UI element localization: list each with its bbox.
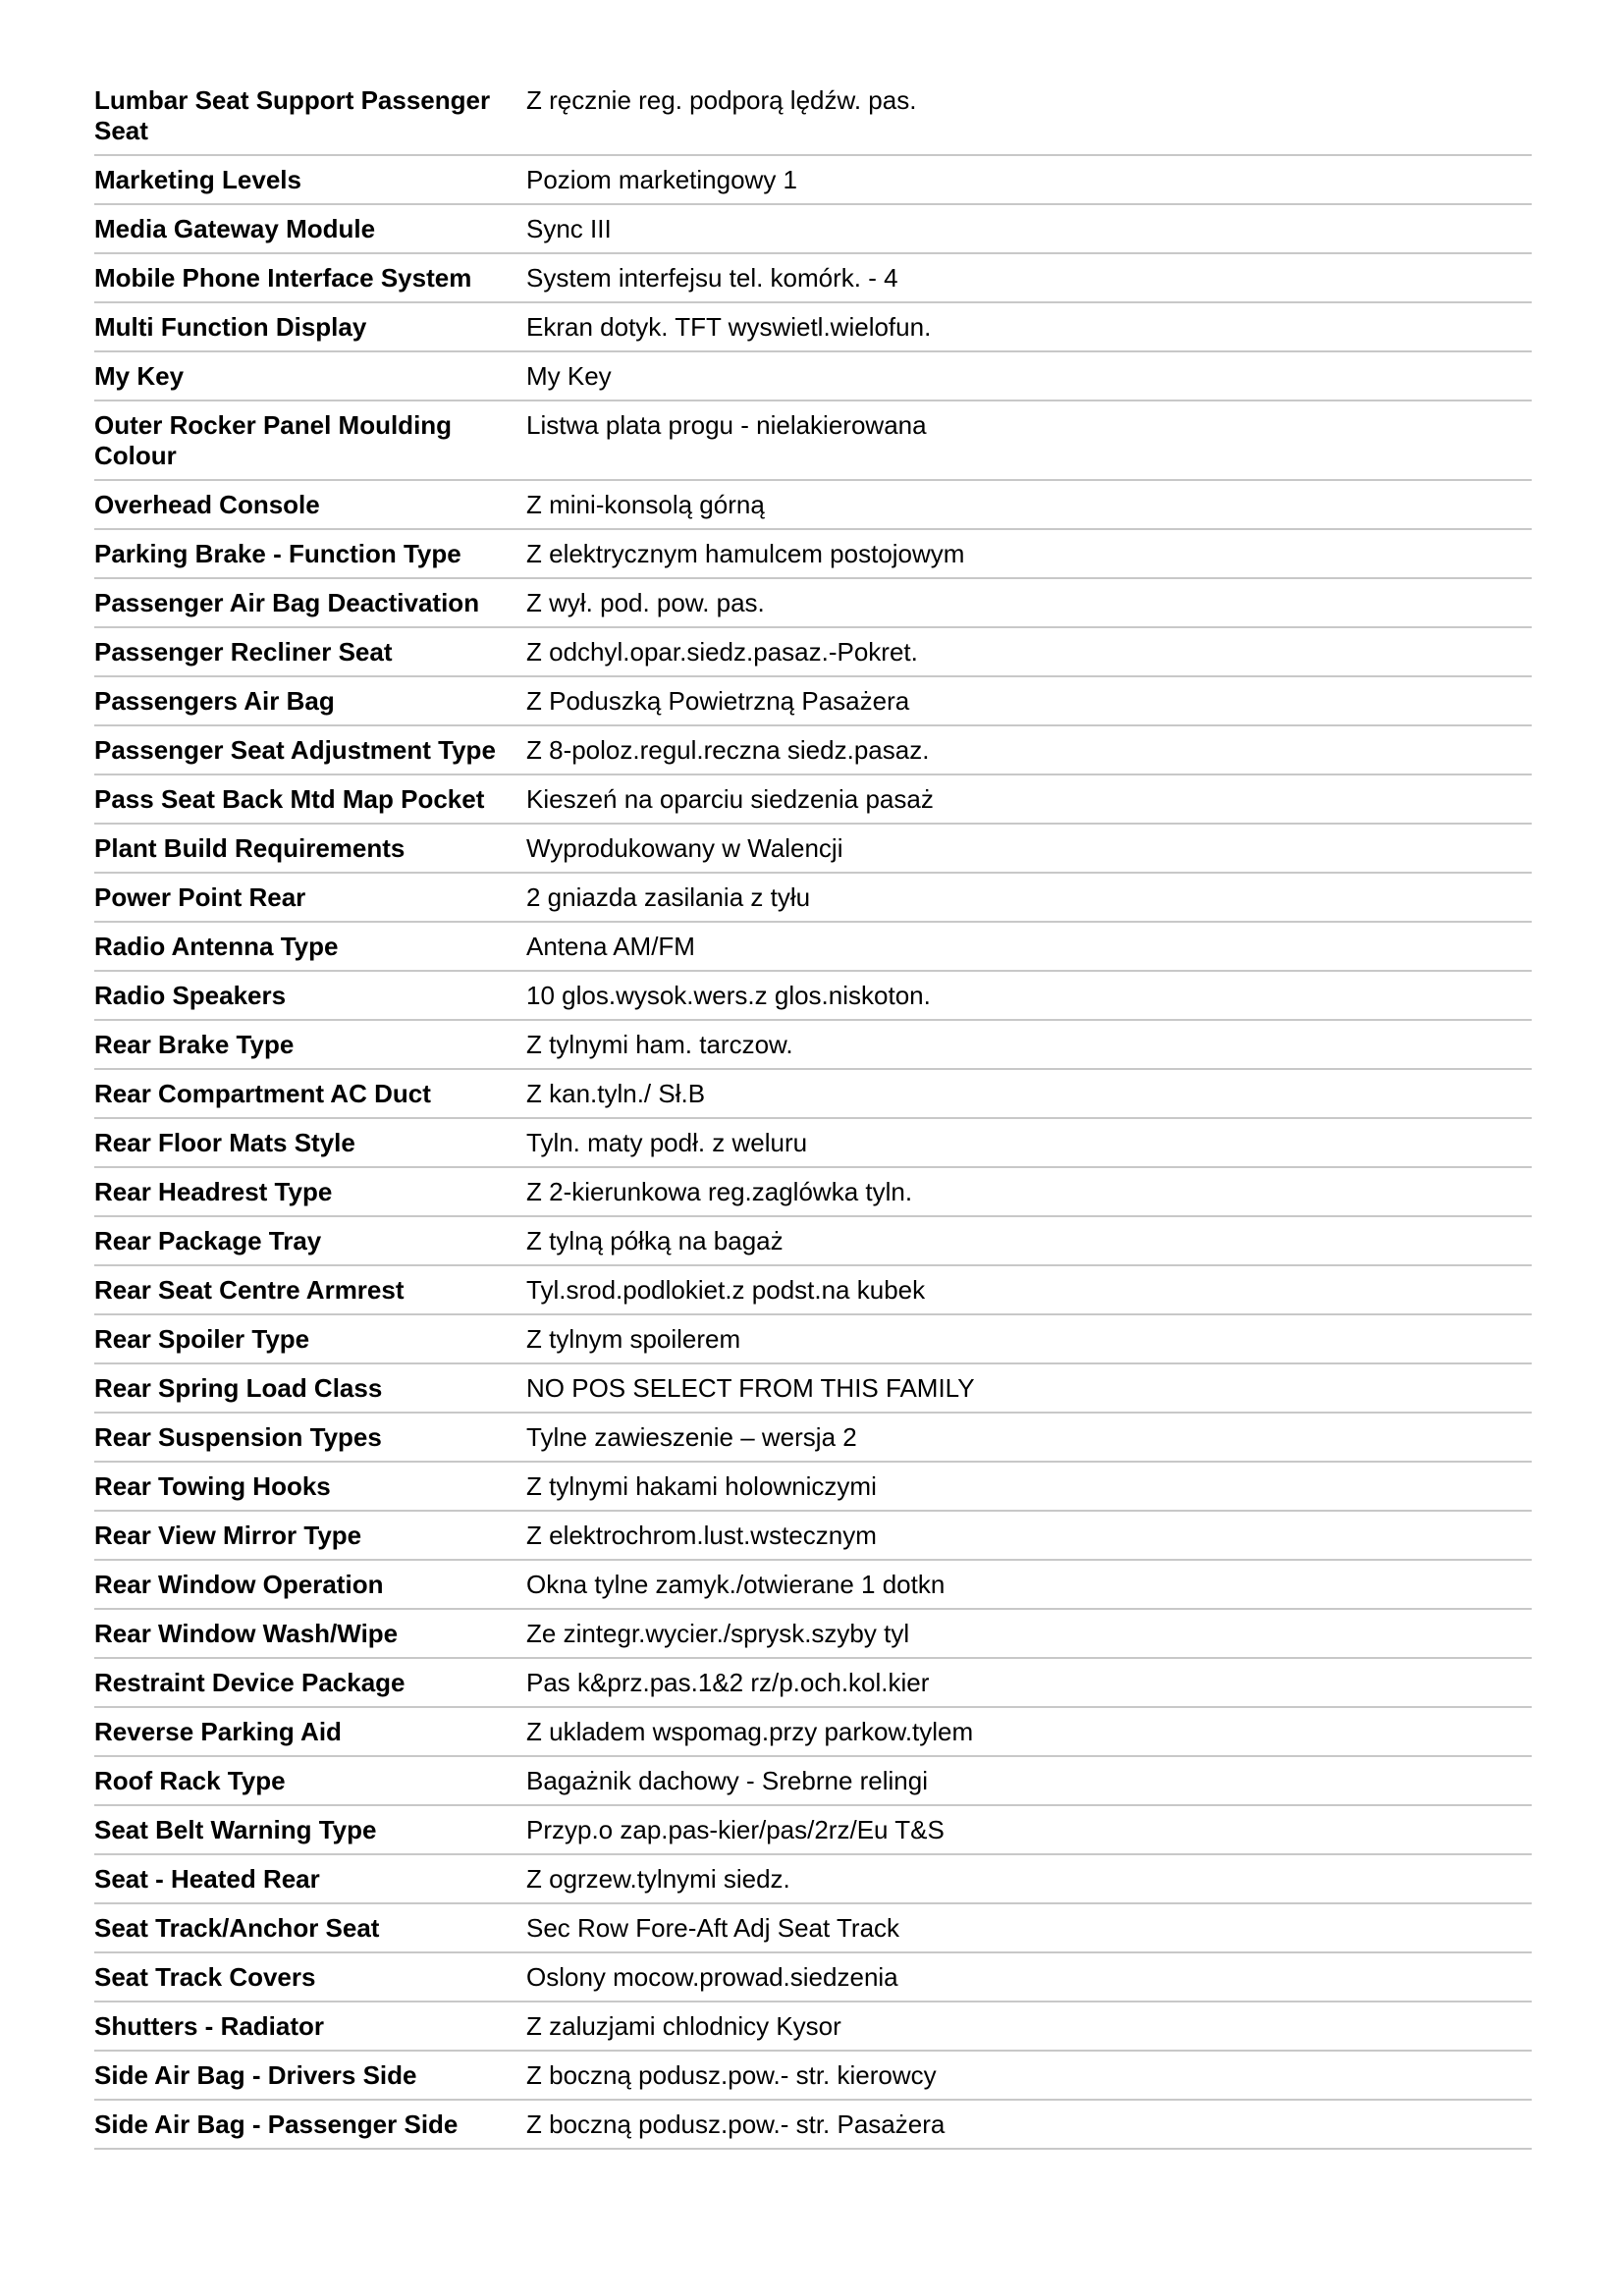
spec-value: Z boczną podusz.pow.- str. kierowcy [526, 2051, 1532, 2100]
spec-value: Z tylną półką na bagaż [526, 1216, 1532, 1265]
spec-label: Passenger Air Bag Deactivation [94, 578, 526, 627]
spec-label: Rear Window Wash/Wipe [94, 1609, 526, 1658]
table-row [94, 1609, 1532, 1658]
spec-label: Side Air Bag - Passenger Side [94, 2100, 526, 2149]
spec-label: Rear Towing Hooks [94, 1462, 526, 1511]
spec-value: Wyprodukowany w Walencji [526, 824, 1532, 873]
spec-value: Poziom marketingowy 1 [526, 155, 1532, 204]
spec-label: Rear Brake Type [94, 1020, 526, 1069]
table-row [94, 1069, 1532, 1118]
table-row [94, 824, 1532, 873]
spec-label: Reverse Parking Aid [94, 1707, 526, 1756]
spec-label: Roof Rack Type [94, 1756, 526, 1805]
spec-label: Parking Brake - Function Type [94, 529, 526, 578]
table-row [94, 529, 1532, 578]
table-row [94, 351, 1532, 400]
table-row [94, 480, 1532, 529]
spec-label: Rear Seat Centre Armrest [94, 1265, 526, 1314]
table-row [94, 1903, 1532, 1952]
table-row [94, 1707, 1532, 1756]
spec-label: Side Air Bag - Drivers Side [94, 2051, 526, 2100]
table-row [94, 578, 1532, 627]
spec-label: Seat Track/Anchor Seat [94, 1903, 526, 1952]
spec-value: Listwa plata progu - nielakierowana [526, 400, 1532, 480]
spec-label: Radio Speakers [94, 971, 526, 1020]
specification-table-body [94, 77, 1532, 2149]
spec-value: Oslony mocow.prowad.siedzenia [526, 1952, 1532, 2002]
spec-label: Multi Function Display [94, 302, 526, 351]
spec-value: Z tylnymi ham. tarczow. [526, 1020, 1532, 1069]
table-row [94, 302, 1532, 351]
spec-value: Z boczną podusz.pow.- str. Pasażera [526, 2100, 1532, 2149]
spec-value: Tyln. maty podł. z weluru [526, 1118, 1532, 1167]
spec-value: Przyp.o zap.pas-kier/pas/2rz/Eu T&S [526, 1805, 1532, 1854]
spec-value: 2 gniazda zasilania z tyłu [526, 873, 1532, 922]
spec-value: Z odchyl.opar.siedz.pasaz.-Pokret. [526, 627, 1532, 676]
spec-value: Z 8-poloz.regul.reczna siedz.pasaz. [526, 725, 1532, 774]
table-row [94, 1854, 1532, 1903]
spec-value: System interfejsu tel. komórk. - 4 [526, 253, 1532, 302]
spec-value: NO POS SELECT FROM THIS FAMILY [526, 1363, 1532, 1413]
spec-label: Rear Suspension Types [94, 1413, 526, 1462]
spec-value: Bagażnik dachowy - Srebrne relingi [526, 1756, 1532, 1805]
table-row [94, 1167, 1532, 1216]
spec-label: Rear View Mirror Type [94, 1511, 526, 1560]
table-row [94, 1952, 1532, 2002]
spec-label: Passengers Air Bag [94, 676, 526, 725]
table-row [94, 77, 1532, 155]
spec-label: Rear Spoiler Type [94, 1314, 526, 1363]
spec-value: Z tylnym spoilerem [526, 1314, 1532, 1363]
spec-value: Z tylnymi hakami holowniczymi [526, 1462, 1532, 1511]
spec-value: Z wył. pod. pow. pas. [526, 578, 1532, 627]
table-row [94, 1020, 1532, 1069]
spec-value: Antena AM/FM [526, 922, 1532, 971]
spec-value: Z elektrochrom.lust.wstecznym [526, 1511, 1532, 1560]
specification-table [94, 77, 1532, 2150]
spec-value: Z zaluzjami chlodnicy Kysor [526, 2002, 1532, 2051]
table-row [94, 627, 1532, 676]
spec-label: Passenger Recliner Seat [94, 627, 526, 676]
table-row [94, 1216, 1532, 1265]
spec-label: Mobile Phone Interface System [94, 253, 526, 302]
table-row [94, 1805, 1532, 1854]
table-row [94, 1560, 1532, 1609]
spec-label: Plant Build Requirements [94, 824, 526, 873]
table-row [94, 155, 1532, 204]
spec-label: Rear Spring Load Class [94, 1363, 526, 1413]
table-row [94, 1413, 1532, 1462]
spec-label: Radio Antenna Type [94, 922, 526, 971]
spec-value: Z elektrycznym hamulcem postojowym [526, 529, 1532, 578]
table-row [94, 1756, 1532, 1805]
spec-value: Z ręcznie reg. podporą lędźw. pas. [526, 77, 1532, 155]
table-row [94, 873, 1532, 922]
spec-label: Power Point Rear [94, 873, 526, 922]
spec-value: Pas k&prz.pas.1&2 rz/p.och.kol.kier [526, 1658, 1532, 1707]
spec-label: Seat Track Covers [94, 1952, 526, 2002]
table-row [94, 971, 1532, 1020]
table-row [94, 204, 1532, 253]
spec-label: Rear Window Operation [94, 1560, 526, 1609]
spec-value: Z kan.tyln./ Sł.B [526, 1069, 1532, 1118]
spec-value: Sync III [526, 204, 1532, 253]
spec-label: Rear Compartment AC Duct [94, 1069, 526, 1118]
spec-label: Seat Belt Warning Type [94, 1805, 526, 1854]
spec-label: Restraint Device Package [94, 1658, 526, 1707]
spec-value: Z ukladem wspomag.przy parkow.tylem [526, 1707, 1532, 1756]
table-row [94, 400, 1532, 480]
table-row [94, 774, 1532, 824]
spec-value: Z ogrzew.tylnymi siedz. [526, 1854, 1532, 1903]
spec-label: Pass Seat Back Mtd Map Pocket [94, 774, 526, 824]
table-row [94, 253, 1532, 302]
spec-value: Z mini-konsolą górną [526, 480, 1532, 529]
spec-label: Rear Floor Mats Style [94, 1118, 526, 1167]
spec-value: Okna tylne zamyk./otwierane 1 dotkn [526, 1560, 1532, 1609]
table-row [94, 2051, 1532, 2100]
spec-label: Shutters - Radiator [94, 2002, 526, 2051]
table-row [94, 922, 1532, 971]
spec-value: Tyl.srod.podlokiet.z podst.na kubek [526, 1265, 1532, 1314]
spec-value: Z 2-kierunkowa reg.zaglówka tyln. [526, 1167, 1532, 1216]
spec-value: Tylne zawieszenie – wersja 2 [526, 1413, 1532, 1462]
spec-label: Passenger Seat Adjustment Type [94, 725, 526, 774]
spec-value: Kieszeń na oparciu siedzenia pasaż [526, 774, 1532, 824]
table-row [94, 1658, 1532, 1707]
spec-value: Z Poduszką Powietrzną Pasażera [526, 676, 1532, 725]
table-row [94, 1462, 1532, 1511]
spec-label: Media Gateway Module [94, 204, 526, 253]
table-row [94, 725, 1532, 774]
table-row [94, 2002, 1532, 2051]
table-row [94, 2100, 1532, 2149]
spec-label: Seat - Heated Rear [94, 1854, 526, 1903]
spec-value: My Key [526, 351, 1532, 400]
spec-label: Marketing Levels [94, 155, 526, 204]
spec-value: Sec Row Fore-Aft Adj Seat Track [526, 1903, 1532, 1952]
table-row [94, 1511, 1532, 1560]
spec-label: Rear Package Tray [94, 1216, 526, 1265]
table-row [94, 676, 1532, 725]
table-row [94, 1265, 1532, 1314]
spec-value: 10 glos.wysok.wers.z glos.niskoton. [526, 971, 1532, 1020]
spec-label: Rear Headrest Type [94, 1167, 526, 1216]
table-row [94, 1314, 1532, 1363]
table-row [94, 1118, 1532, 1167]
spec-label: Overhead Console [94, 480, 526, 529]
spec-value: Ze zintegr.wycier./sprysk.szyby tyl [526, 1609, 1532, 1658]
spec-label: Lumbar Seat Support Passenger Seat [94, 77, 526, 155]
table-row [94, 1363, 1532, 1413]
spec-value: Ekran dotyk. TFT wyswietl.wielofun. [526, 302, 1532, 351]
spec-label: Outer Rocker Panel Moulding Colour [94, 400, 526, 480]
spec-label: My Key [94, 351, 526, 400]
